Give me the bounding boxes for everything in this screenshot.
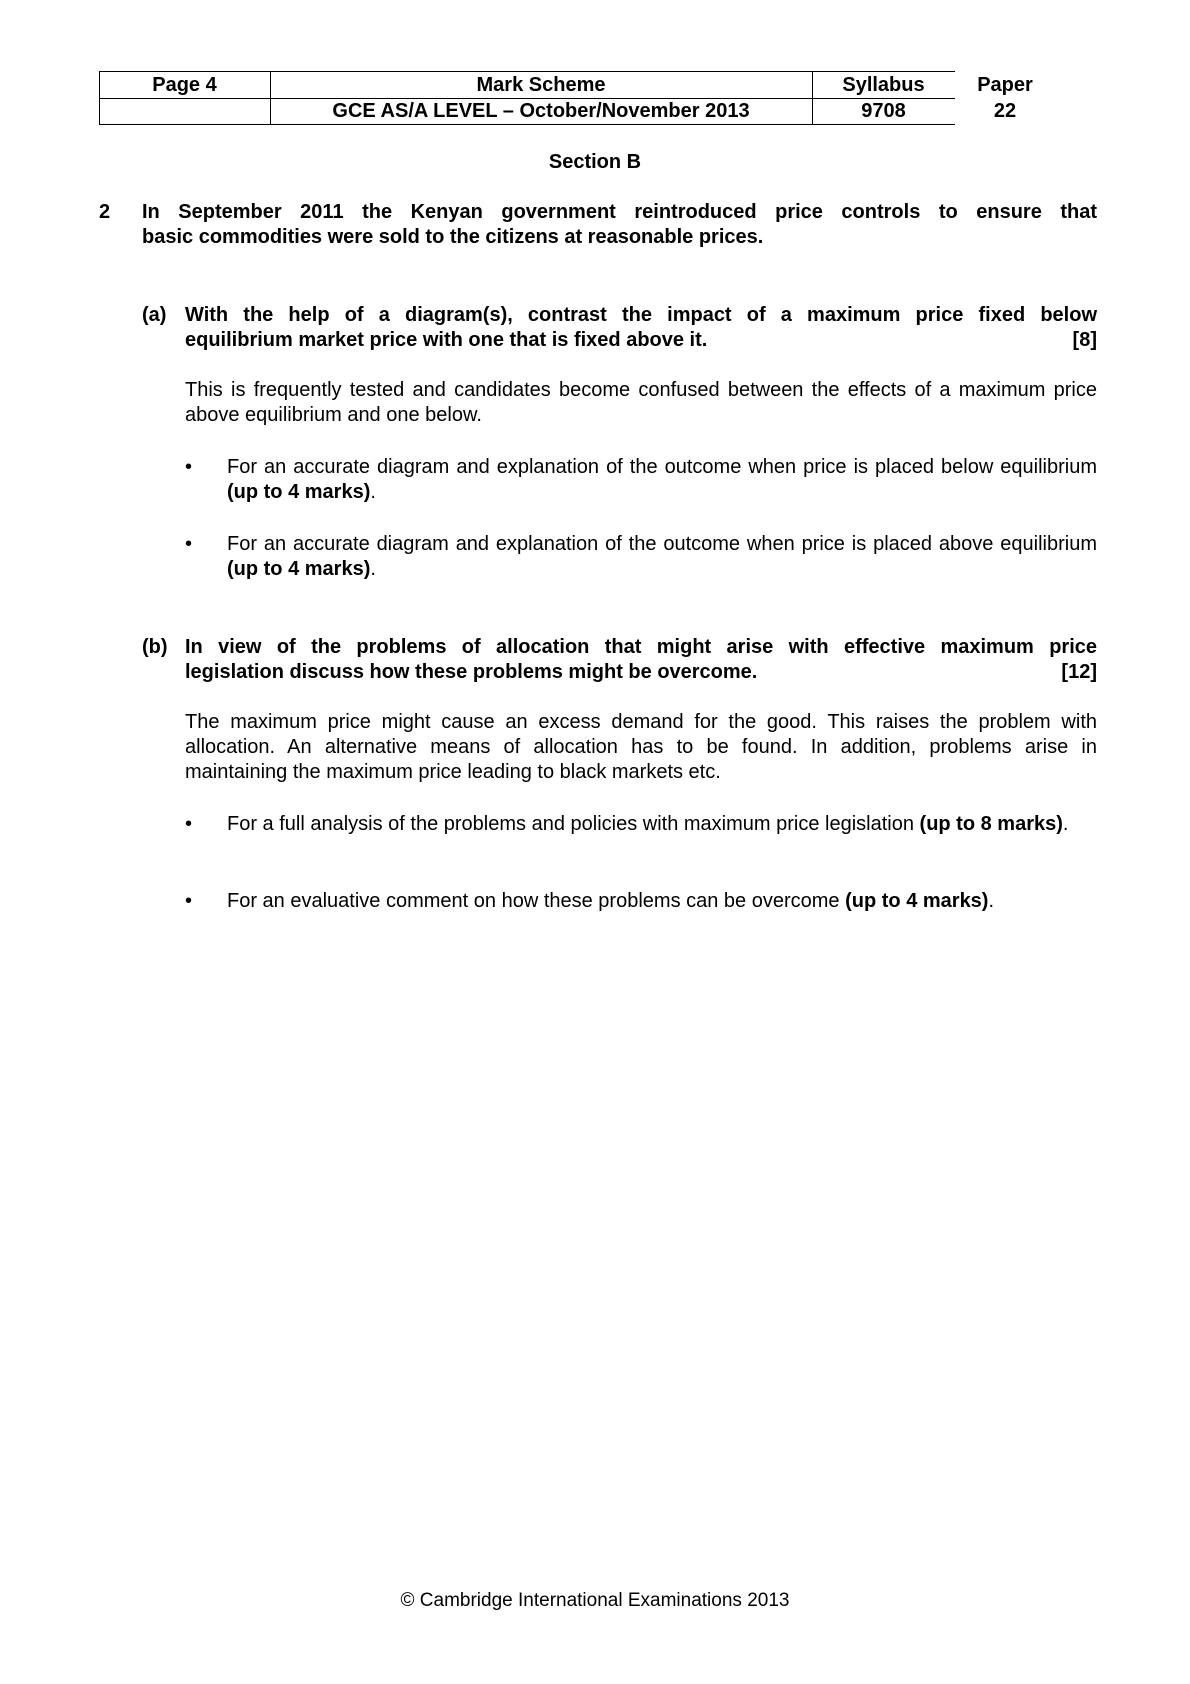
- part-b-guidance: The maximum price might cause an excess demand for the good. This raises the problem with allocation. An alternative means of allocation has to be found. In addition, problems arise in maintaining the maximum price leading to black markets etc.: [185, 711, 1097, 783]
- part-a-bullet-1: For an accurate diagram and explanation of the outcome when price is placed below equilibrium (up to 4 marks).: [227, 456, 1097, 503]
- part-a-marks: [8]: [1072, 329, 1097, 351]
- header-paper-number: 22: [993, 100, 1017, 122]
- part-b-bullet-1: For a full analysis of the problems and policies with maximum price legislation (up to 8 marks).: [227, 813, 1069, 835]
- part-b-label: (b): [142, 636, 168, 658]
- bullet-dot: •: [185, 533, 193, 555]
- part-a-question-line2: equilibrium market price with one that is fixed above it.: [185, 329, 708, 351]
- header-syllabus-code: 9708: [861, 100, 906, 122]
- header-exam-session: GCE AS/A LEVEL – October/November 2013: [332, 100, 750, 122]
- part-a-bullet-2: For an accurate diagram and explanation of the outcome when price is placed above equilibrium (up to 4 marks).: [227, 533, 1097, 580]
- part-a-question-line1: With the help of a diagram(s), contrast the impact of a maximum price fixed below: [185, 304, 1097, 326]
- header-syllabus-label: Syllabus: [842, 74, 925, 96]
- header-table: [99, 71, 1055, 127]
- question-stem-line1: In September 2011 the Kenyan government reintroduced price controls to ensure that: [142, 201, 1097, 223]
- section-title: Section B: [548, 151, 642, 173]
- bullet-dot: •: [185, 456, 193, 478]
- part-a-label: (a): [142, 304, 167, 326]
- part-a-guidance: This is frequently tested and candidates become confused between the effects of a maximum price above equilibrium and one below.: [185, 379, 1097, 426]
- question-stem-line2: basic commodities were sold to the citizens at reasonable prices.: [142, 226, 764, 248]
- bullet-dot: •: [185, 890, 193, 912]
- part-b-question-line1: In view of the problems of allocation that might arise with effective maximum price: [185, 636, 1097, 658]
- part-b-marks: [12]: [1061, 661, 1097, 683]
- bullet-dot: •: [185, 813, 193, 835]
- part-b-bullet-2: For an evaluative comment on how these problems can be overcome (up to 4 marks).: [227, 890, 995, 912]
- question-number: 2: [99, 201, 111, 223]
- header-paper-label: Paper: [977, 74, 1033, 96]
- header-doc-type: Mark Scheme: [476, 74, 606, 96]
- footer-copyright: © Cambridge International Examinations 2013: [400, 1590, 790, 1611]
- part-b-question-line2: legislation discuss how these problems might be overcome.: [185, 661, 758, 683]
- header-page-label: Page 4: [152, 74, 217, 96]
